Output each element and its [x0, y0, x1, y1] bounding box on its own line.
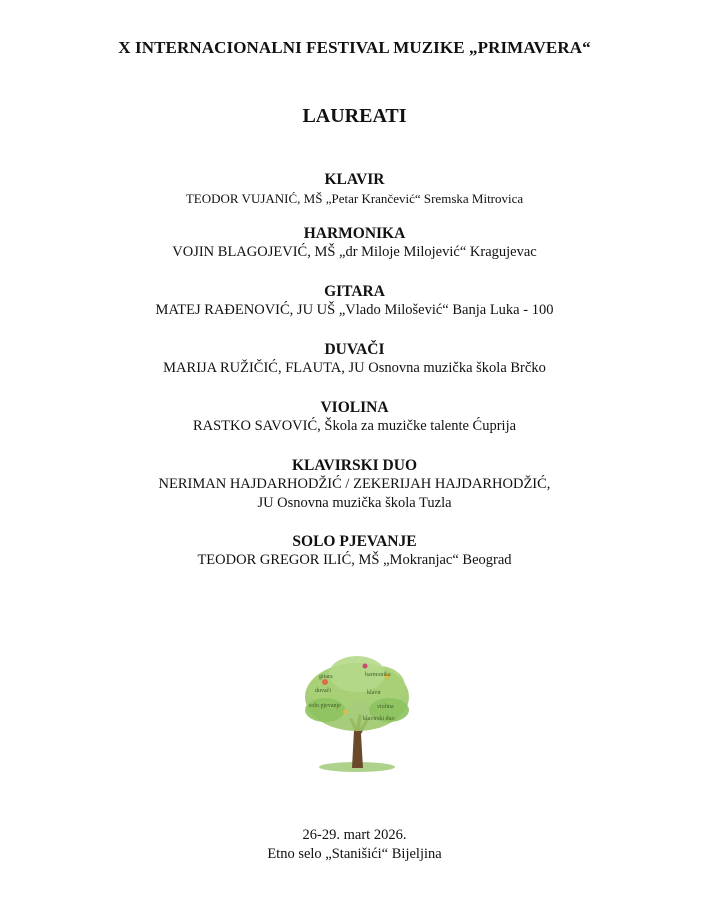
event-dates: 26-29. mart 2026. — [302, 827, 407, 843]
category-title: VIOLINA — [320, 399, 389, 416]
category-solo-pjevanje — [0, 532, 709, 570]
category-title: GITARA — [324, 283, 385, 300]
category-title: KLAVIRSKI DUO — [291, 457, 418, 474]
laureate-line: MATEJ RAĐENOVIĆ, JU UŠ „Vlado Milošević“ Banja Luka - 100 — [155, 302, 554, 318]
category-violina — [0, 398, 709, 436]
laureati-heading: LAUREATI — [302, 105, 407, 127]
laureate-line: TEODOR VUJANIĆ, MŠ „Petar Krančević“ Sremska Mitrovica — [185, 191, 524, 206]
laureate-line: JU Osnovna muzička škola Tuzla — [257, 495, 452, 511]
category-title: SOLO PJEVANJE — [292, 533, 417, 550]
category-duvaci — [0, 340, 709, 378]
category-title: DUVAČI — [324, 341, 385, 358]
event-footer — [0, 826, 709, 864]
category-harmonika — [0, 224, 709, 262]
logo-label: gitara — [319, 674, 333, 680]
category-title: HARMONIKA — [303, 225, 406, 242]
category-title: KLAVIR — [324, 171, 385, 188]
logo-label: duvači — [315, 688, 331, 694]
category-gitara — [0, 282, 709, 320]
logo-label: violina — [377, 704, 394, 710]
laureate-line: NERIMAN HAJDARHODŽIĆ / ZEKERIJAH HAJDARHODŽIĆ, — [158, 476, 551, 492]
logo-label: harmonika — [365, 672, 391, 678]
laureate-line: RASTKO SAVOVIĆ, Škola za muzičke talente Ćuprija — [192, 418, 517, 434]
festival-title: X INTERNACIONALNI FESTIVAL MUZIKE „PRIMAVERA“ — [118, 38, 591, 57]
laureate-line: VOJIN BLAGOJEVIĆ, MŠ „dr Miloje Milojević“ Kragujevac — [172, 244, 537, 260]
logo-label: klavirski duo — [363, 716, 395, 722]
logo-label: solo pjevanje — [309, 703, 341, 709]
category-klavirski-duo — [0, 456, 709, 513]
festival-tree-logo — [295, 652, 420, 777]
logo-label: klavir — [367, 690, 381, 696]
category-klavir — [0, 170, 709, 208]
laureate-line: TEODOR GREGOR ILIĆ, MŠ „Mokranjac“ Beograd — [197, 552, 512, 568]
laureate-line: MARIJA RUŽIČIĆ, FLAUTA, JU Osnovna muzička škola Brčko — [163, 360, 546, 376]
event-venue: Etno selo „Stanišići“ Bijeljina — [267, 846, 442, 862]
